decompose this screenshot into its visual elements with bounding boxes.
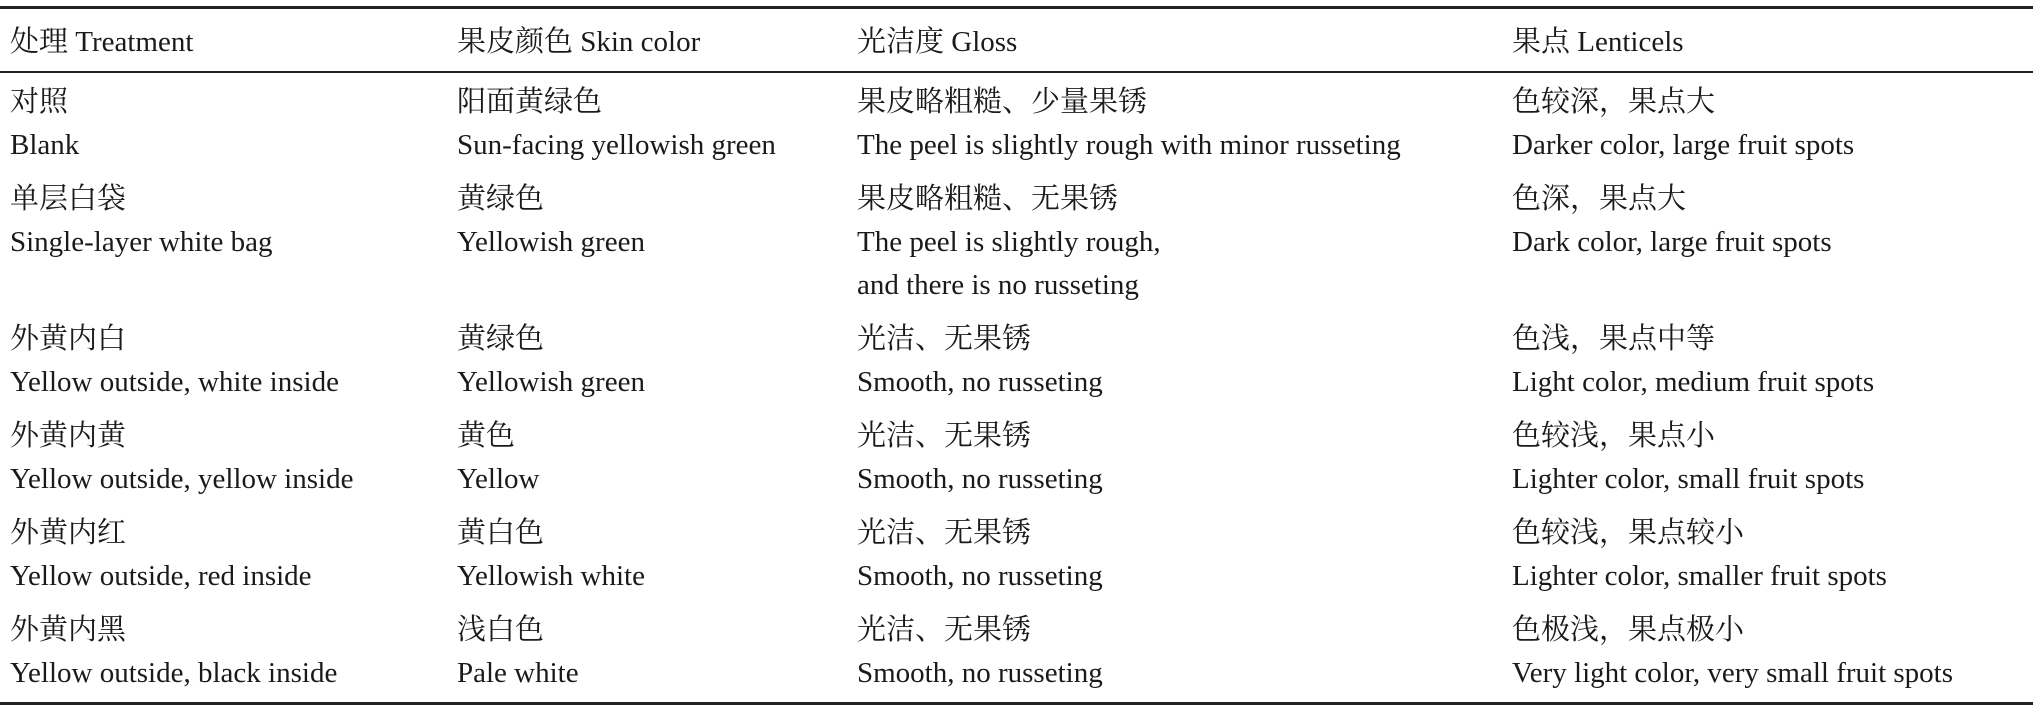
chinese-text: 黄绿色 [457,323,545,355]
cell-treatment [0,411,447,508]
chinese-text: 外黄内红 [10,517,127,549]
chinese-text: 色较浅，果点较小 [1512,517,1745,549]
english-text: Sun-facing yellowish green [457,129,776,161]
english-text: Yellowish green [457,226,645,258]
english-text: Yellow outside, yellow inside [10,463,354,495]
cell-gloss [847,314,1502,411]
table-row [0,72,2033,174]
chinese-text: 色较浅，果点小 [1512,420,1716,452]
cell-lenticels [1502,605,2033,704]
cell-gloss [847,411,1502,508]
cell-skin-color [447,605,847,704]
chinese-text: 浅白色 [457,614,545,646]
chinese-text: 黄绿色 [457,183,545,215]
cell-lenticels [1502,72,2033,174]
cell-skin-color [447,174,847,314]
table-row [0,314,2033,411]
header-skin-color: 果皮颜色 Skin color [457,26,701,58]
chinese-text: 光洁、无果锈 [857,614,1032,646]
english-text: Yellow outside, white inside [10,366,339,398]
cell-gloss [847,174,1502,314]
treatment-comparison-table [0,6,2033,705]
cell-lenticels [1502,508,2033,605]
table-row [0,605,2033,704]
cell-lenticels [1502,314,2033,411]
english-text: Smooth, no russeting [857,366,1103,398]
english-text: Smooth, no russeting [857,463,1103,495]
chinese-text: 阳面黄绿色 [457,86,603,118]
english-text: Lighter color, smaller fruit spots [1512,560,1887,592]
chinese-text: 外黄内白 [10,323,127,355]
cell-treatment [0,72,447,174]
cell-skin-color [447,508,847,605]
table-row [0,508,2033,605]
chinese-text: 果皮略粗糙、无果锈 [857,183,1119,215]
table-row [0,174,2033,314]
chinese-text: 光洁、无果锈 [857,323,1032,355]
chinese-text: 外黄内黄 [10,420,127,452]
english-text: Yellow outside, red inside [10,560,312,592]
cell-gloss [847,508,1502,605]
english-text: Light color, medium fruit spots [1512,366,1875,398]
chinese-text: 黄色 [457,420,516,452]
cell-lenticels [1502,411,2033,508]
english-text: and there is no russeting [857,269,1139,301]
english-text: Pale white [457,657,579,689]
english-text: The peel is slightly rough, [857,226,1161,258]
english-text: Smooth, no russeting [857,560,1103,592]
cell-gloss [847,605,1502,704]
cell-gloss [847,72,1502,174]
chinese-text: 单层白袋 [10,183,127,215]
english-text: Yellow [457,463,540,495]
chinese-text: 对照 [10,86,69,118]
english-text: Smooth, no russeting [857,657,1103,689]
cell-lenticels [1502,174,2033,314]
chinese-text: 外黄内黑 [10,614,127,646]
english-text: Dark color, large fruit spots [1512,226,1832,258]
english-text: Yellowish green [457,366,645,398]
table-row [0,411,2033,508]
header-gloss: 光洁度 Gloss [857,26,1018,58]
chinese-text: 果皮略粗糙、少量果锈 [857,86,1148,118]
english-text: Darker color, large fruit spots [1512,129,1855,161]
chinese-text: 光洁、无果锈 [857,517,1032,549]
english-text: Lighter color, small fruit spots [1512,463,1865,495]
header-treatment: 处理 Treatment [10,26,194,58]
cell-skin-color [447,314,847,411]
english-text: Single-layer white bag [10,226,273,258]
english-text: The peel is slightly rough with minor russeting [857,129,1401,161]
chinese-text: 光洁、无果锈 [857,420,1032,452]
header-lenticels: 果点 Lenticels [1512,26,1684,58]
header-row [0,8,2033,73]
cell-skin-color [447,411,847,508]
cell-skin-color [447,72,847,174]
chinese-text: 黄白色 [457,517,545,549]
cell-treatment [0,508,447,605]
cell-treatment [0,605,447,704]
english-text: Yellow outside, black inside [10,657,338,689]
english-text: Blank [10,129,80,161]
chinese-text: 色较深，果点大 [1512,86,1716,118]
chinese-text: 色深，果点大 [1512,183,1687,215]
table-body [0,72,2033,704]
english-text: Yellowish white [457,560,645,592]
table-header [0,8,2033,73]
chinese-text: 色极浅，果点极小 [1512,614,1745,646]
english-text: Very light color, very small fruit spots [1512,657,1954,689]
chinese-text: 色浅，果点中等 [1512,323,1716,355]
cell-treatment [0,174,447,314]
cell-treatment [0,314,447,411]
